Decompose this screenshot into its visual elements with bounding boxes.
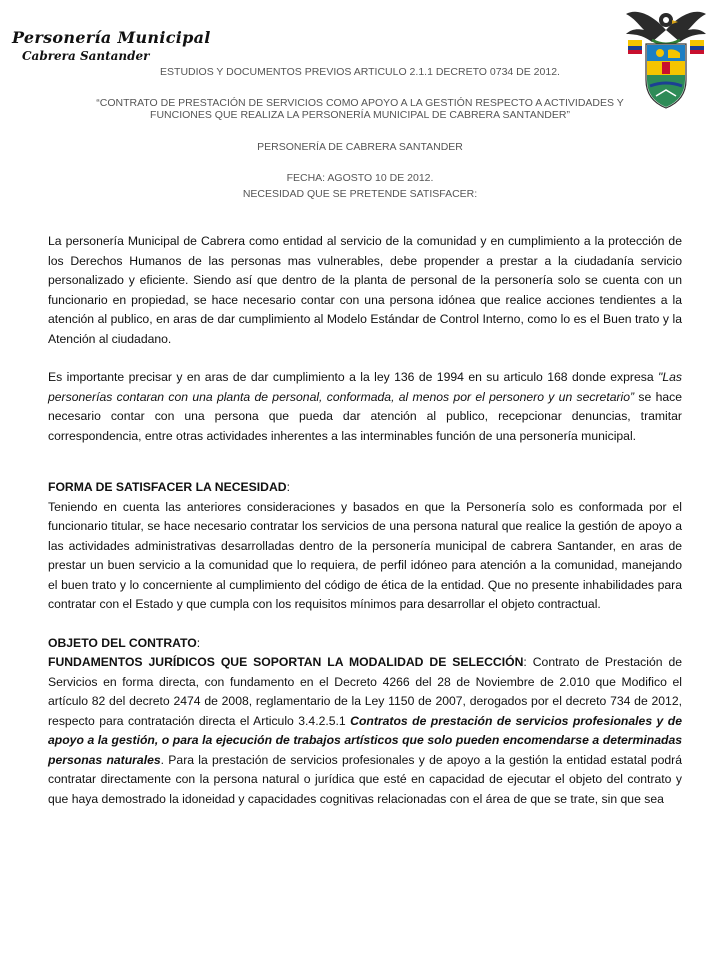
document-body bbox=[48, 232, 682, 809]
paragraph-text: Es importante precisar y en aras de dar cumplimiento a la ley 136 de 1994 en su articulo 168 donde expresa bbox=[48, 370, 659, 384]
document-date: FECHA: AGOSTO 10 DE 2012. bbox=[286, 172, 434, 184]
doc-header-title: ESTUDIOS Y DOCUMENTOS PREVIOS ARTICULO 2.1.1 DECRETO 0734 DE 2012. bbox=[160, 66, 560, 78]
entity-logo-text bbox=[12, 28, 211, 63]
article-quote: Contratos de prestación de servicios profesionales y de apoyo a la gestión, o para la ejecución de trabajos artísticos que solo pueden encomendarse a determinadas personas naturales bbox=[48, 713, 682, 767]
section-heading-objeto bbox=[48, 634, 682, 654]
contract-title-line-2: FUNCIONES QUE REALIZA LA PERSONERÍA MUNICIPAL DE CABRERA SANTANDER” bbox=[150, 109, 570, 121]
paragraph-text: se hace necesario contar con una persona que pueda dar atención al publico, recepcionar denuncias, tramitar correspondencia, entre otras actividades inherentes a las interminables función de una personería municipal. bbox=[48, 389, 682, 443]
paragraph-need: La personería Municipal de Cabrera como entidad al servicio de la comunidad y en cumplimiento a la protección de los Derechos Humanos de las personas mas vulnerables, debe propender a prestar a la ciudadanía servicio personalizado y eficiente. Siendo así que dentro de la planta de personal de la personería solo se cuenta con un funcionario en propiedad, se hace necesario contar con una persona idónea que realice acciones tendientes a la atención al publico, en aras de dar cumplimiento al Modelo Estándar de Control Interno, como lo es el Buen trato y la Atención al ciudadano. bbox=[48, 234, 682, 346]
section-colon: : bbox=[196, 635, 201, 650]
section-title: FORMA DE SATISFACER LA NECESIDAD bbox=[48, 480, 287, 494]
section-title: OBJETO DEL CONTRATO bbox=[48, 635, 197, 650]
coat-of-arms-icon bbox=[622, 0, 710, 112]
paragraph-legal-basis bbox=[48, 368, 682, 446]
paragraph-text: : Contrato de Prestación de Servicios en forma directa, con fundamento en el Decreto 4266 del 28 de Noviembre de 2.010 que Modifico el artículo 82 del decreto 2474 de 2008, reglamentario de la Ley 1150 de 2007, derogados por el decreto 734 de 2012, respecto para contratación directa el Articulo 3.4.2.5.1 bbox=[48, 655, 683, 728]
brand-subtitle: Cabrera Santander bbox=[22, 49, 150, 63]
brand-title: Personería Municipal bbox=[12, 28, 211, 47]
section-title: FUNDAMENTOS JURÍDICOS QUE SOPORTAN LA MODALIDAD DE SELECCIÓN bbox=[48, 655, 524, 669]
contract-title-line-1: “CONTRATO DE PRESTACIÓN DE SERVICIOS COMO APOYO A LA GESTIÓN RESPECTO A ACTIVIDADES Y bbox=[96, 97, 624, 109]
paragraph-text: . Para la prestación de servicios profesionales y de apoyo a la gestión la entidad estatal podrá contratar directamente con la persona natural o jurídica que esté en capacidad de ejecutar el objeto del contrato y que haya demostrado la idoneidad y capacidades cognitivas relacionadas con el área de que se trate, sin que sea bbox=[48, 752, 682, 806]
paragraph-forma: Teniendo en cuenta las anteriores consideraciones y basados en que la Personería solo es conformada por el funcionario titular, se hace necesario contratar los servicios de una persona natural que realice la gestión de apoyo a las actividades administrativas desarrolladas dentro de la personería municipal de cabrera Santander, en aras de prestar un buen servicio a la comunidad que lo requiera, de perfil idóneo para atención a la comunidad, manejando el buen trato y lo concerniente al cumplimiento del código de ética de la entidad. Que no presente inhabilidades para contratar con el Estado y que cumpla con los requisitos mínimos para desarrollar el objeto contractual. bbox=[48, 499, 682, 611]
need-heading: NECESIDAD QUE SE PRETENDE SATISFACER: bbox=[242, 188, 478, 200]
law-quote: "Las personerías contaran con una planta de personal, conformada, al menos por el personero y un secretario” bbox=[48, 370, 682, 404]
entity-name: PERSONERÍA DE CABRERA SANTANDER bbox=[257, 141, 463, 153]
paragraph-fundamentos bbox=[48, 653, 682, 809]
section-colon: : bbox=[286, 480, 290, 494]
section-heading-forma bbox=[48, 478, 682, 498]
